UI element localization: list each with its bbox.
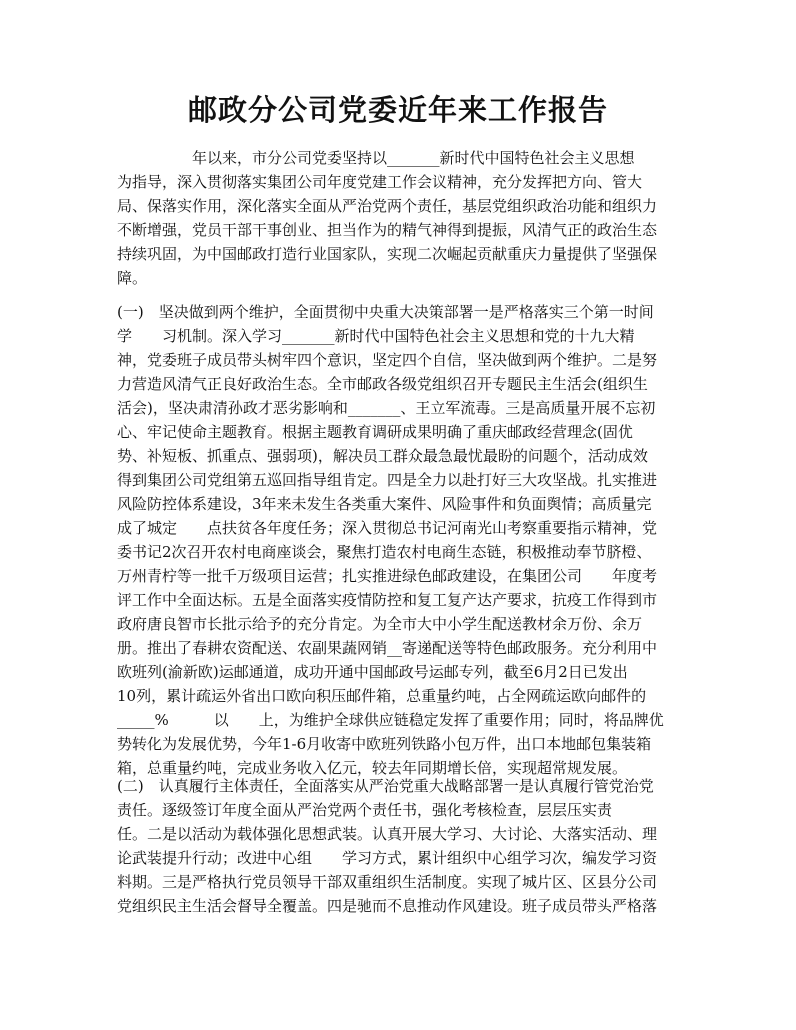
text-line: 料期。三是严格执行党员领导干部双重组织生活制度。实现了城片区、区县分公司 <box>117 873 658 891</box>
text-line: 持续巩固，为中国邮政打造行业国家队，实现二次崛起贡献重庆力量提供了坚强保 <box>117 245 658 263</box>
text-line: 势转化为发展优势，今年1-6月收寄中欧班列铁路小包万件，出口本地邮包集装箱 <box>117 735 652 753</box>
text-line: 论武装提升行动；改进中心组 学习方式，累计组织中心组学习次，编发学习资 <box>117 849 658 867</box>
text-line: 不断增强，党员干部干事创业、担当作为的精气神得到提振，风清气正的政治生态 <box>117 221 658 239</box>
text-line: 党组织民主生活会督导全覆盖。四是驰而不息推动作风建设。班子成员带头严格落 <box>117 897 658 915</box>
text-line: 神，党委班子成员带头树牢四个意识，坚定四个自信，坚决做到两个维护。二是努 <box>117 351 658 369</box>
text-line: 学 习机制。深入学习_______新时代中国特色社会主义思想和党的十九大精 <box>117 327 635 345</box>
text-line: 委书记2次召开农村电商座谈会，聚焦打造农村电商生态链，积极推动奉节脐橙、 <box>117 543 652 561</box>
text-line: 任。二是以活动为载体强化思想武装。认真开展大学习、大讨论、大落实活动、理 <box>117 825 658 843</box>
text-line: 心、牢记使命主题教育。根据主题教育调研成果明确了重庆邮政经营理念(固优 <box>117 423 633 441</box>
section-1-paragraph <box>117 300 687 780</box>
text-line: 万州青柠等一批千万级项目运营；扎实推进绿色邮政建设，在集团公司 年度考 <box>117 567 658 585</box>
text-line: 局、保落实作用，深化落实全面从严治党两个责任，基层党组织政治功能和组织力 <box>117 197 658 215</box>
text-line: 成了城定 点扶贫各年度任务；深入贯彻总书记河南光山考察重要指示精神，党 <box>117 519 658 537</box>
text-line: 10列，累计疏运外省出口欧向积压邮件箱，总重量约吨，占全网疏运欧向邮件的 <box>117 687 647 705</box>
text-line: 箱，总重量约吨，完成业务收入亿元，较去年同期增长倍，实现超常规发展。 <box>117 759 628 777</box>
text-line: 为指导，深入贯彻落实集团公司年度党建工作会议精神，充分发挥把方向、管大 <box>117 173 643 191</box>
text-line: 势、补短板、抓重点、强弱项)，解决员工群众最急最忧最盼的问题个，活动成效 <box>117 447 648 465</box>
intro-paragraph <box>117 146 687 290</box>
text-line: 责任。逐级签订年度全面从严治党两个责任书，强化考核检查，层层压实责 <box>117 801 613 819</box>
text-line: 力营造风清气正良好政治生态。全市邮政各级党组织召开专题民主生活会(组织生 <box>117 375 648 393</box>
text-line: 年以来，市分公司党委坚持以_______新时代中国特色社会主义思想 <box>117 149 635 167</box>
text-line: 欧班列(渝新欧)运邮通道，成功开通中国邮政号运邮专列，截至6月2日已发出 <box>117 663 628 681</box>
text-line: 册。推出了春耕农资配送、农副果蔬网销__寄递配送等特色邮政服务。充分利用中 <box>117 639 658 657</box>
text-line: 政府唐良智市长批示给予的充分肯定。为全市大中小学生配送教材余万份、余万 <box>117 615 643 633</box>
text-line: (二) 认真履行主体责任，全面落实从严治党重大战略部署一是认真履行管党治党 <box>117 777 654 795</box>
text-line: 障。 <box>117 269 148 287</box>
text-line: _____% 以 上，为维护全球供应链稳定发挥了重要作用；同时，将品牌优 <box>117 711 664 729</box>
text-line: 风险防控体系建设，3年来未发生各类重大案件、风险事件和负面舆情；高质量完 <box>117 495 652 513</box>
text-line: 得到集团公司党组第五巡回指导组肯定。四是全力以赴打好三大攻坚战。扎实推进 <box>117 471 658 489</box>
text-line: (一) 坚决做到两个维护，全面贯彻中央重大决策部署一是严格落实三个第一时间 <box>117 303 654 321</box>
text-line: 评工作中全面达标。五是全面落实疫情防控和复工复产达产要求，抗疫工作得到市 <box>117 591 658 609</box>
document-title: 邮政分公司党委近年来工作报告 <box>187 93 608 127</box>
text-line: 活会)，坚决肃清孙政才恶劣影响和_______、王立军流毒。三是高质量开展不忘初 <box>117 399 656 417</box>
section-2-paragraph <box>117 774 687 918</box>
